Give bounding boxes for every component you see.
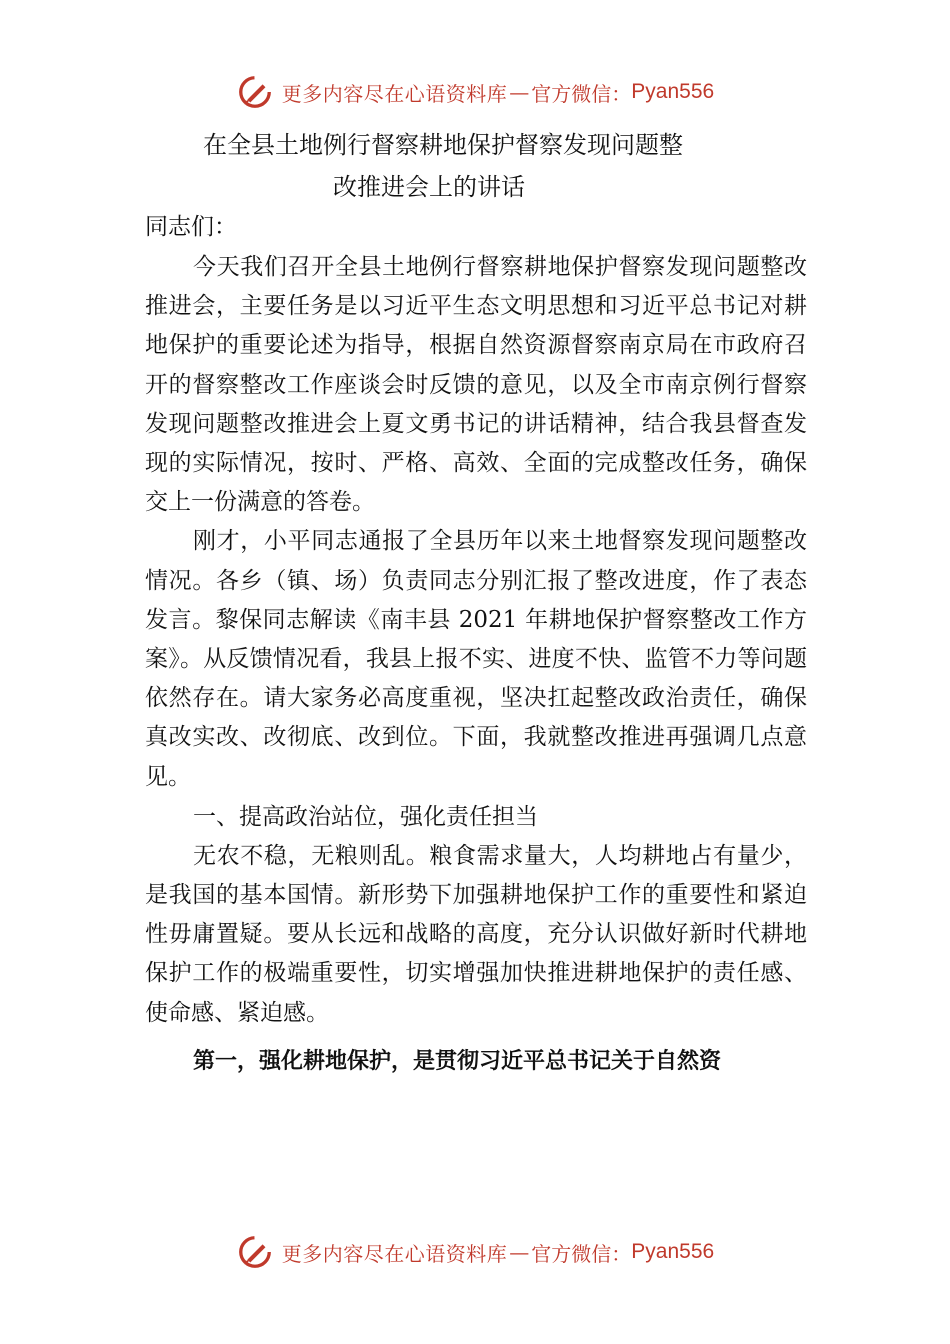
document-title-line-1: 在全县土地例行督察耕地保护督察发现问题整 xyxy=(203,131,683,159)
watermark-brand-text: 更多内容尽在心语资料库 xyxy=(281,1241,508,1266)
top-watermark-banner xyxy=(0,70,950,114)
paragraph-1: 今天我们召开全县土地例行督察耕地保护督察发现问题整改推进会，主要任务是以习近平生态文明思想和习近平总书记对耕地保护的重要论述为指导，根据自然资源督察南京局在市政府召开的督察整改工作座谈会时反馈的意见，以及全市南京例行督察发现问题整改推进会上夏文勇书记的讲话精神，结合我县督查发现的实际情况，按时、严格、高效、全面的完成整改任务，确保交上一份满意的答卷。 xyxy=(145,254,807,516)
watermark-brand-text: 更多内容尽在心语资料库 xyxy=(281,81,508,106)
bottom-watermark-banner xyxy=(0,1230,950,1274)
watermark-wechat-label: 官方微信： xyxy=(531,81,632,106)
watermark-separator: — xyxy=(509,1240,530,1264)
watermark-wechat-id: Pyan556 xyxy=(631,1240,715,1263)
paragraph-3: 无农不稳，无粮则乱。粮食需求量大，人均耕地占有量少，是我国的基本国情。新形势下加强耕地保护工作的重要性和紧迫性毋庸置疑。要从长远和战略的高度，充分认识做好新时代耕地保护工作的极端重要性，切实增强加快推进耕地保护的责任感、使命感、紧迫感。 xyxy=(145,842,807,1026)
watermark-separator: — xyxy=(509,80,530,104)
brush-logo-icon xyxy=(236,73,274,111)
brush-logo-icon xyxy=(236,1233,274,1271)
watermark-wechat-label: 官方微信： xyxy=(531,1241,632,1266)
watermark-wechat-id: Pyan556 xyxy=(631,80,715,103)
document-title-line-2: 改推进会上的讲话 xyxy=(333,173,525,201)
paragraph-2: 刚才，小平同志通报了全县历年以来土地督察发现问题整改情况。各乡（镇、场）负责同志分别汇报了整改进度，作了表态发言。黎保同志解读《南丰县 2021 年耕地保护督察整改工作方案》。从反馈情况看，我县上报不实、进度不快、监管不力等问题依然存在。请大家务必高度重视，坚决扛起整改政治责任，确保真改实改、改彻底、改到位。下面，我就整改推进再强调几点意见。 xyxy=(145,528,807,790)
subheading-1: 第一，强化耕地保护，是贯彻习近平总书记关于自然资 xyxy=(193,1048,722,1074)
document-body xyxy=(145,124,807,1083)
section-1-heading: 一、提高政治站位，强化责任担当 xyxy=(193,803,538,830)
salutation: 同志们： xyxy=(145,214,237,240)
